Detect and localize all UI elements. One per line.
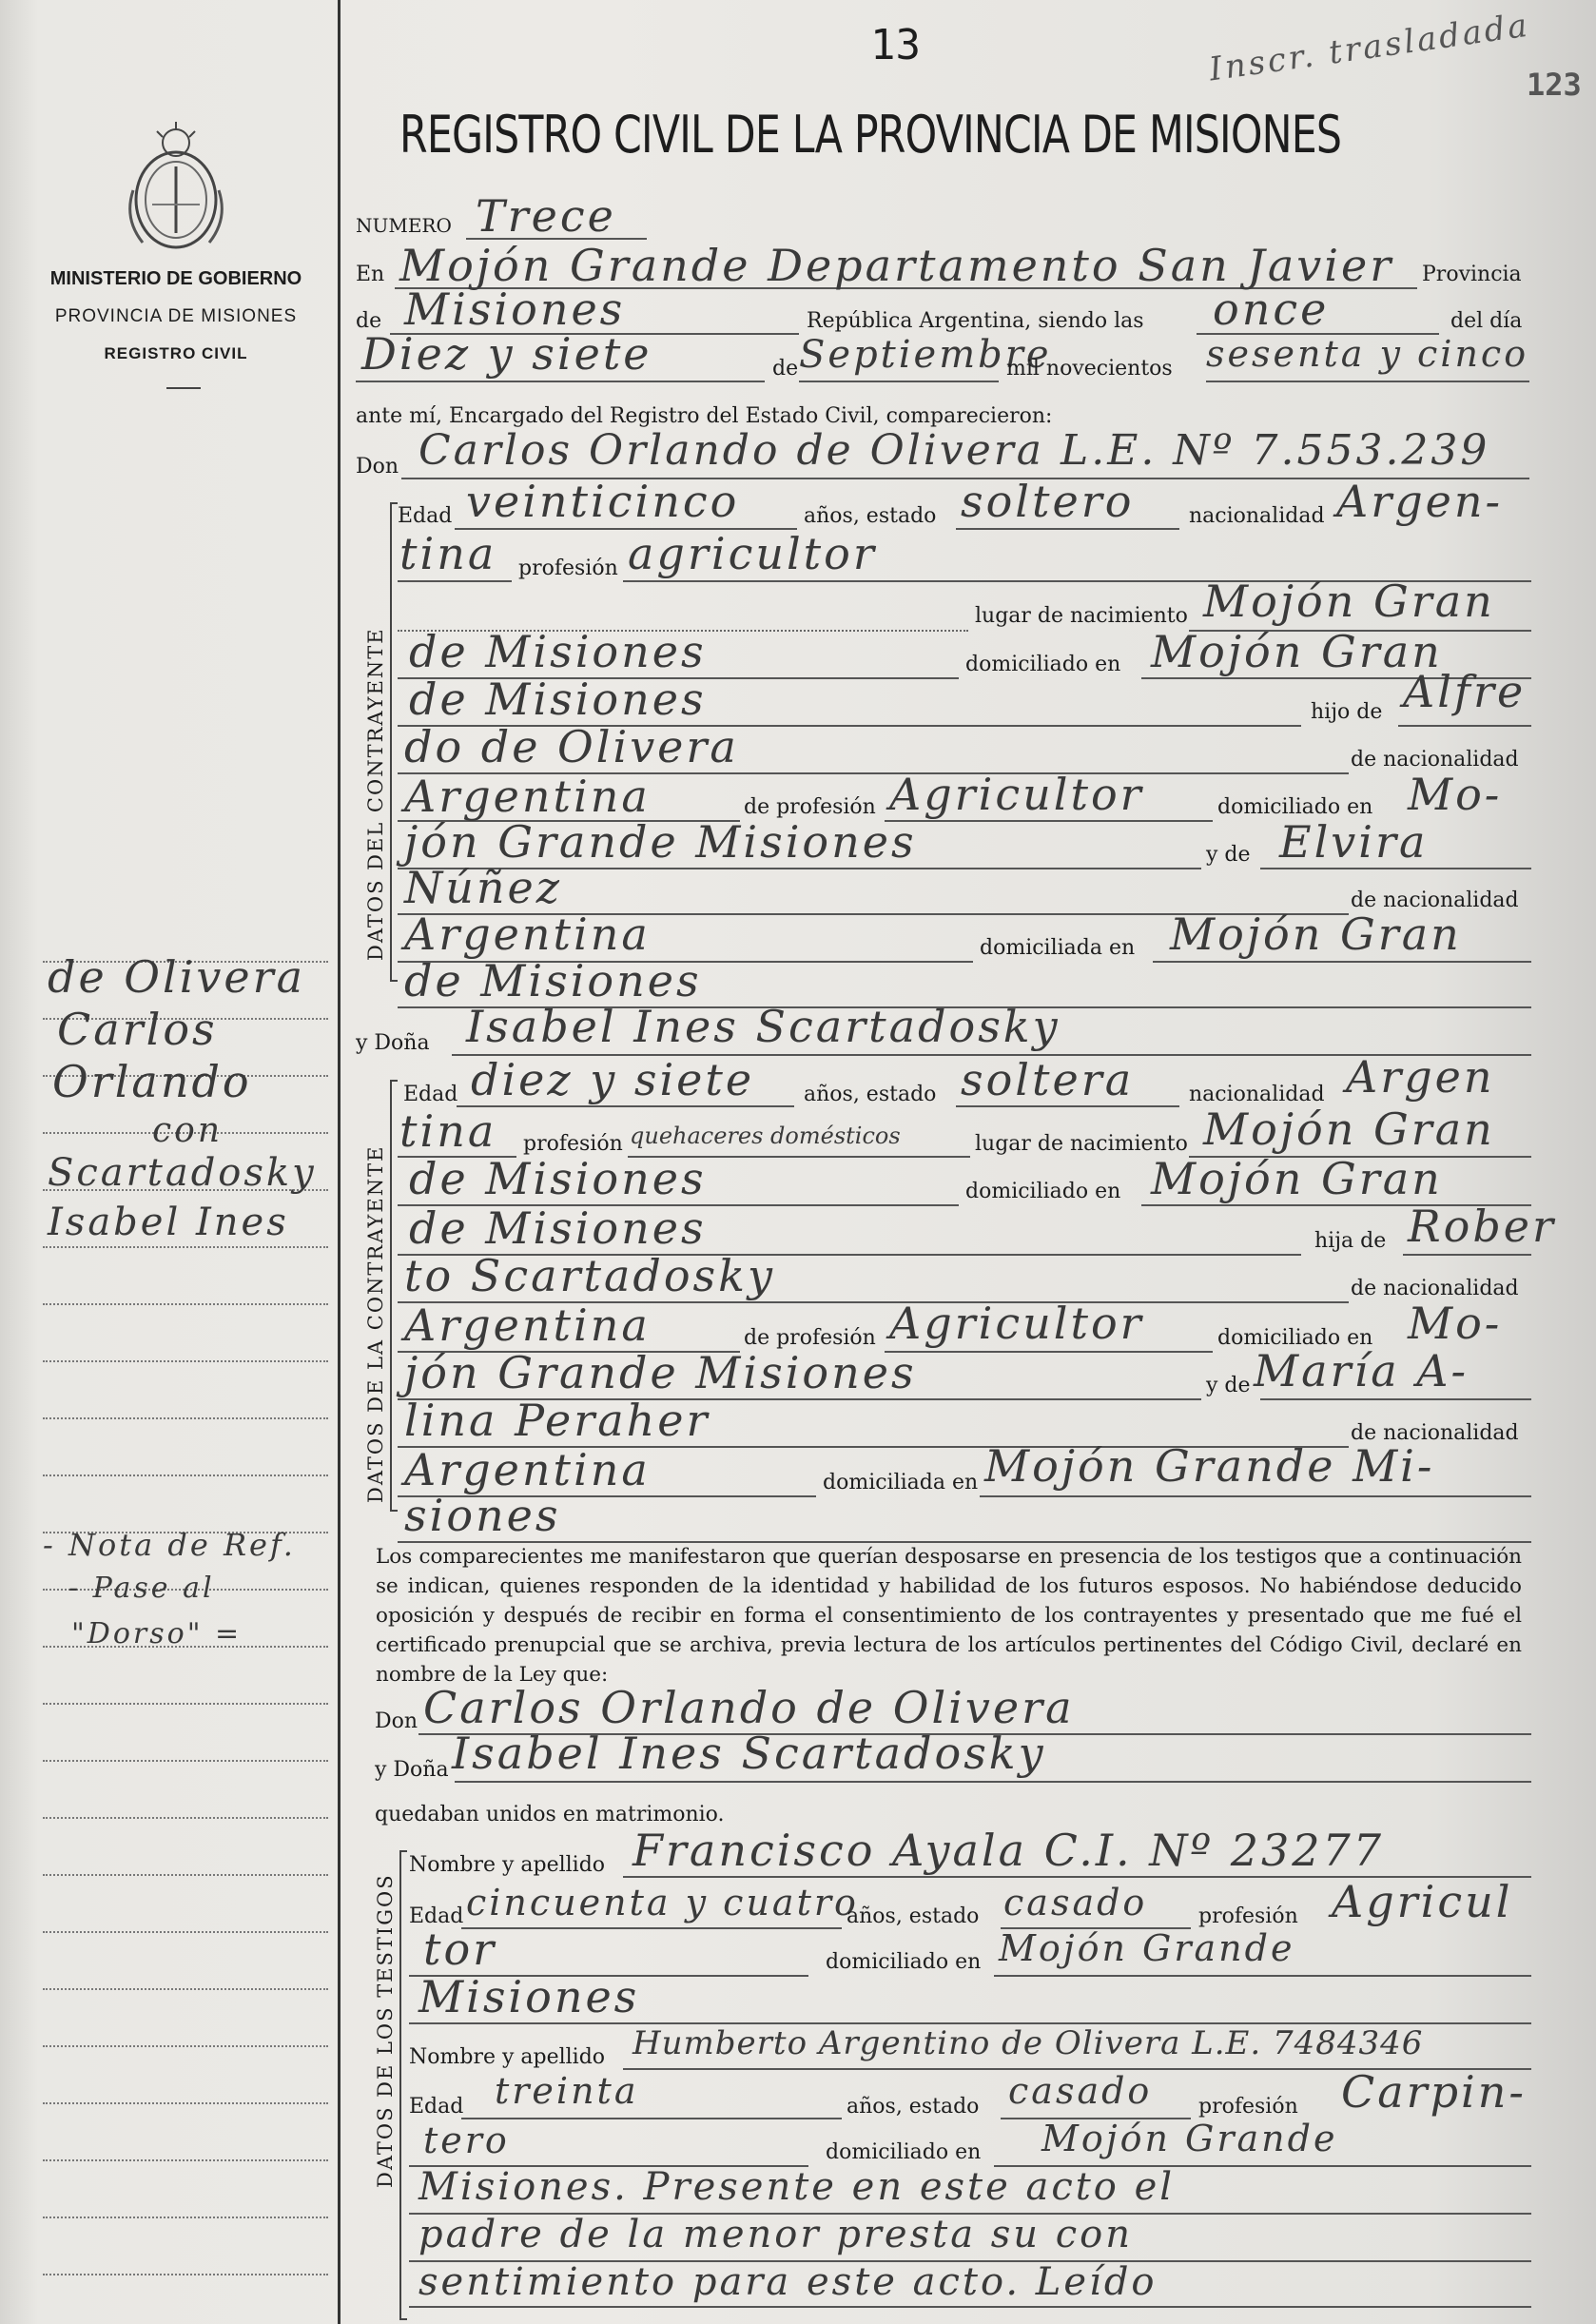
witness2-estado: casado bbox=[1008, 2070, 1153, 2112]
ministry-line3: REGISTRO CIVIL bbox=[104, 344, 248, 362]
label-mil-novecientos: mil novecientos bbox=[1006, 357, 1173, 381]
bride-bracket bbox=[390, 1080, 398, 1512]
witness1-prof-2: tor bbox=[423, 1924, 497, 1975]
label-domiciliado-en: domiciliado en bbox=[826, 2140, 982, 2164]
groom-madre-dom-1: Mojón Gran bbox=[1170, 908, 1462, 960]
line-anio bbox=[1206, 381, 1529, 382]
bride-madre-dom-1: Mojón Grande Mi- bbox=[984, 1440, 1435, 1492]
label-y-dona: y Doña bbox=[356, 1031, 430, 1055]
groom-profesion: agricultor bbox=[628, 528, 877, 579]
label-de-profesion: de profesión bbox=[744, 795, 876, 819]
label-edad: Edad bbox=[398, 504, 453, 528]
line bbox=[1153, 961, 1531, 963]
label-y-dona: y Doña bbox=[375, 1758, 449, 1782]
groom-edad: veinticinco bbox=[466, 476, 740, 527]
side-label-groom: DATOS DEL CONTRAYENTE bbox=[364, 627, 387, 961]
label-de-mes: de bbox=[772, 357, 799, 381]
side-label-bride: DATOS DE LA CONTRAYENTE bbox=[364, 1144, 387, 1503]
margin-rule bbox=[43, 2159, 328, 2161]
line bbox=[1398, 725, 1531, 727]
label-en: En bbox=[356, 263, 385, 286]
label-anios-estado: años, estado bbox=[804, 1083, 937, 1106]
margin-note-line: de Olivera bbox=[48, 951, 306, 1003]
bride-padre-2: to Scartadosky bbox=[404, 1250, 776, 1301]
margin-rule bbox=[43, 2102, 328, 2104]
line bbox=[1403, 1254, 1531, 1256]
bride-padre-dom-2: jón Grande Misiones bbox=[404, 1347, 917, 1398]
label-don: Don bbox=[375, 1709, 418, 1733]
label-de: de bbox=[356, 309, 382, 333]
groom-lugar-nac-2: de Misiones bbox=[409, 626, 707, 677]
label-y-de: y de bbox=[1206, 1374, 1251, 1397]
label-edad: Edad bbox=[409, 1904, 464, 1928]
margin-rule bbox=[43, 1874, 328, 1876]
ref-note-line: "Dorso" = bbox=[71, 1617, 243, 1650]
decl-don: Carlos Orlando de Olivera bbox=[423, 1682, 1075, 1733]
label-domiciliado-en: domiciliado en bbox=[965, 1180, 1121, 1203]
label-del-dia: del día bbox=[1450, 309, 1523, 333]
margin-note-line: Carlos bbox=[57, 1004, 218, 1055]
witness2-note-1: Misiones. Presente en este acto el bbox=[418, 2165, 1176, 2209]
entry-anio: sesenta y cinco bbox=[1206, 333, 1529, 375]
left-margin bbox=[0, 0, 338, 2324]
bride-domicilio-2: de Misiones bbox=[409, 1202, 707, 1254]
label-ante-mi: ante mí, Encargado del Registro del Estado Civil, comparecieron: bbox=[356, 404, 1053, 428]
groom-padre-2: do de Olivera bbox=[404, 721, 739, 772]
witness2-note-2: padre de la menor presta su con bbox=[418, 2213, 1134, 2256]
label-domiciliada-en: domiciliada en bbox=[823, 1471, 979, 1494]
label-profesion: profesión bbox=[523, 1132, 623, 1156]
margin-note-line: con bbox=[152, 1111, 224, 1150]
ministry-divider bbox=[166, 387, 201, 389]
witness2-prof-1: Carpin- bbox=[1341, 2066, 1527, 2118]
label-domiciliado-en: domiciliado en bbox=[965, 653, 1121, 676]
margin-rule bbox=[43, 2274, 328, 2275]
label-don: Don bbox=[356, 455, 399, 478]
groom-padre-1: Alfre bbox=[1403, 666, 1527, 717]
line bbox=[885, 1351, 1213, 1353]
groom-madre-dom-2: de Misiones bbox=[404, 955, 702, 1006]
label-de-nacionalidad: de nacionalidad bbox=[1351, 1421, 1519, 1445]
line bbox=[956, 1105, 1179, 1107]
margin-rule bbox=[43, 1988, 328, 1990]
margin-rule bbox=[43, 1474, 328, 1476]
groom-nac-1: Argen- bbox=[1336, 476, 1504, 527]
groom-madre-1: Elvira bbox=[1279, 816, 1429, 868]
groom-padre-prof: Agricultor bbox=[889, 769, 1144, 820]
bride-madre-1: María A- bbox=[1254, 1345, 1469, 1396]
margin-rule bbox=[43, 1760, 328, 1762]
coat-of-arms-icon bbox=[114, 114, 238, 257]
label-lugar-nacimiento: lugar de nacimiento bbox=[975, 1132, 1188, 1156]
margin-rule bbox=[43, 1246, 328, 1248]
ministry-line1: MINISTERIO DE GOBIERNO bbox=[49, 268, 302, 289]
page-title: REGISTRO CIVIL DE LA PROVINCIA DE MISIONES bbox=[399, 105, 1342, 165]
margin-rule bbox=[43, 2217, 328, 2218]
label-hija-de: hija de bbox=[1314, 1229, 1387, 1253]
groom-madre-2: Núñez bbox=[404, 862, 562, 913]
margin-note-line: Scartadosky bbox=[48, 1151, 317, 1195]
bride-padre-dom-1: Mo- bbox=[1408, 1298, 1503, 1349]
label-de-profesion: de profesión bbox=[744, 1326, 876, 1350]
line bbox=[994, 1975, 1531, 1977]
line bbox=[398, 580, 512, 582]
label-domiciliado-en: domiciliado en bbox=[1217, 795, 1373, 819]
side-label-witnesses: DATOS DE LOS TESTIGOS bbox=[374, 1873, 397, 2188]
label-anios-estado: años, estado bbox=[804, 504, 937, 528]
groom-nac-2: tina bbox=[399, 528, 497, 579]
label-nacionalidad: nacionalidad bbox=[1189, 1083, 1325, 1106]
entry-numero: Trece bbox=[476, 190, 616, 242]
bride-profesion: quehaceres domésticos bbox=[630, 1123, 901, 1149]
witness1-estado: casado bbox=[1003, 1882, 1148, 1924]
label-profesion: profesión bbox=[1198, 1904, 1298, 1928]
line bbox=[956, 528, 1179, 530]
line bbox=[461, 2118, 842, 2119]
margin-note-line: Isabel Ines bbox=[48, 1201, 289, 1244]
entry-mes: Septiembre bbox=[799, 333, 1052, 377]
label-de-nacionalidad: de nacionalidad bbox=[1351, 1277, 1519, 1300]
groom-padre-nac: Argentina bbox=[404, 771, 651, 822]
bride-madre-2: lina Peraher bbox=[404, 1395, 710, 1446]
corner-number: 123 bbox=[1527, 67, 1582, 103]
bride-lugar-nac-2: de Misiones bbox=[409, 1153, 707, 1204]
bride-estado: soltera bbox=[961, 1054, 1135, 1105]
margin-rule bbox=[43, 2045, 328, 2047]
ref-note-line: - Pase al bbox=[68, 1572, 215, 1605]
line bbox=[1260, 868, 1531, 869]
line bbox=[409, 2306, 1531, 2308]
label-republica: República Argentina, siendo las bbox=[807, 309, 1144, 333]
label-profesion: profesión bbox=[518, 557, 618, 580]
groom-domicilio: Mojón Gran bbox=[1151, 626, 1443, 677]
groom-lugar-nac: Mojón Gran bbox=[1203, 576, 1495, 627]
label-profesion: profesión bbox=[1198, 2095, 1298, 2119]
margin-divider bbox=[338, 0, 341, 2324]
entry-don: Carlos Orlando de Olivera L.E. Nº 7.553.239 bbox=[418, 426, 1490, 475]
label-edad: Edad bbox=[409, 2095, 464, 2119]
entry-dona: Isabel Ines Scartadosky bbox=[466, 1001, 1061, 1052]
declaration-paragraph: Los comparecientes me manifestaron que querían desposarse en presencia de los testigos que a continuación se indican, quienes responden de la identidad y habilidad de los futuros esposos. No habiéndose deducido oposición y después de recibir en forma el consentimiento de los contrayentes y presentado que me fué el certificado prenupcial que se archiva, previa lectura de los artículos pertinentes del Código Civil, declaré en nombre de la Ley que: bbox=[376, 1545, 1522, 1687]
label-de-nacionalidad: de nacionalidad bbox=[1351, 889, 1519, 912]
bride-nac-2: tina bbox=[399, 1105, 497, 1157]
line-dia bbox=[356, 381, 765, 382]
bride-padre-nac: Argentina bbox=[404, 1299, 651, 1351]
page-number: 13 bbox=[870, 21, 921, 69]
witness1-edad: cincuenta y cuatro bbox=[466, 1882, 859, 1924]
line bbox=[455, 1781, 1531, 1783]
groom-estado: soltero bbox=[961, 476, 1135, 527]
witness-bracket bbox=[399, 1850, 407, 2320]
label-hijo-de: hijo de bbox=[1311, 700, 1383, 724]
label-domiciliado-en: domiciliado en bbox=[826, 1950, 982, 1974]
ministry-line2: PROVINCIA DE MISIONES bbox=[54, 306, 298, 326]
bride-padre-prof: Agricultor bbox=[889, 1298, 1144, 1349]
label-de-nacionalidad: de nacionalidad bbox=[1351, 748, 1519, 771]
label-anios-estado: años, estado bbox=[847, 1904, 980, 1928]
line bbox=[461, 1927, 842, 1929]
bride-domicilio: Mojón Gran bbox=[1151, 1153, 1443, 1204]
line bbox=[1260, 1398, 1531, 1400]
label-y-de: y de bbox=[1206, 843, 1251, 867]
line bbox=[885, 820, 1213, 822]
groom-padre-dom-1: Mo- bbox=[1408, 769, 1503, 820]
witness2-prof-2: tero bbox=[423, 2119, 510, 2161]
line bbox=[980, 1495, 1531, 1497]
label-lugar-nacimiento: lugar de nacimiento bbox=[975, 604, 1188, 628]
label-domiciliado-en: domiciliado en bbox=[1217, 1326, 1373, 1350]
groom-madre-nac: Argentina bbox=[404, 908, 651, 960]
label-provincia: Provincia bbox=[1422, 263, 1522, 286]
label-nacionalidad: nacionalidad bbox=[1189, 504, 1325, 528]
witness2-note-3: sentimiento para este acto. Leído bbox=[418, 2260, 1158, 2304]
margin-rule bbox=[43, 1931, 328, 1933]
groom-domicilio-2: de Misiones bbox=[409, 674, 707, 725]
label-nombre-apellido: Nombre y apellido bbox=[409, 1853, 606, 1877]
label-quedaban: quedaban unidos en matrimonio. bbox=[375, 1803, 725, 1826]
decl-dona: Isabel Ines Scartadosky bbox=[452, 1728, 1046, 1779]
entry-dia: Diez y siete bbox=[361, 328, 652, 380]
entry-hora: once bbox=[1213, 283, 1330, 335]
witness2-nombre: Humberto Argentino de Olivera L.E. 7484346 bbox=[633, 2024, 1424, 2062]
entry-provincia: Misiones bbox=[404, 283, 626, 335]
corner-note: Inscr. trasladada bbox=[1206, 6, 1532, 89]
margin-rule bbox=[43, 1417, 328, 1419]
margin-rule bbox=[43, 1817, 328, 1819]
margin-note-line: Orlando bbox=[52, 1056, 252, 1107]
bride-padre-1: Rober bbox=[1408, 1201, 1556, 1252]
witness2-dom-1: Mojón Grande bbox=[1041, 2118, 1338, 2159]
margin-rule bbox=[43, 1703, 328, 1705]
witness1-dom-2: Misiones bbox=[418, 1971, 640, 2022]
bride-lugar-nac: Mojón Gran bbox=[1203, 1103, 1495, 1155]
witness1-nombre: Francisco Ayala C.I. Nº 23277 bbox=[633, 1825, 1385, 1876]
groom-padre-dom-2: jón Grande Misiones bbox=[404, 816, 917, 868]
label-nombre-apellido: Nombre y apellido bbox=[409, 2045, 606, 2069]
label-edad: Edad bbox=[403, 1083, 458, 1106]
margin-rule bbox=[43, 1303, 328, 1305]
label-domiciliada-en: domiciliada en bbox=[980, 936, 1136, 960]
bride-nac-1: Argen bbox=[1346, 1051, 1495, 1103]
bride-madre-nac: Argentina bbox=[404, 1444, 651, 1495]
margin-rule bbox=[43, 1360, 328, 1362]
label-numero: NUMERO bbox=[356, 214, 452, 237]
bride-madre-dom-2: siones bbox=[404, 1490, 561, 1541]
witness1-dom-1: Mojón Grande bbox=[999, 1927, 1295, 1969]
witness1-prof-1: Agricul bbox=[1332, 1876, 1513, 1927]
entry-lugar: Mojón Grande Departamento San Javier bbox=[399, 240, 1394, 291]
ref-note-line: - Nota de Ref. bbox=[43, 1527, 296, 1563]
groom-bracket bbox=[390, 502, 398, 982]
witness2-edad: treinta bbox=[495, 2070, 639, 2112]
bride-edad: diez y siete bbox=[471, 1054, 755, 1105]
label-anios-estado: años, estado bbox=[847, 2095, 980, 2119]
line-mes bbox=[799, 381, 999, 382]
line bbox=[457, 1105, 794, 1107]
